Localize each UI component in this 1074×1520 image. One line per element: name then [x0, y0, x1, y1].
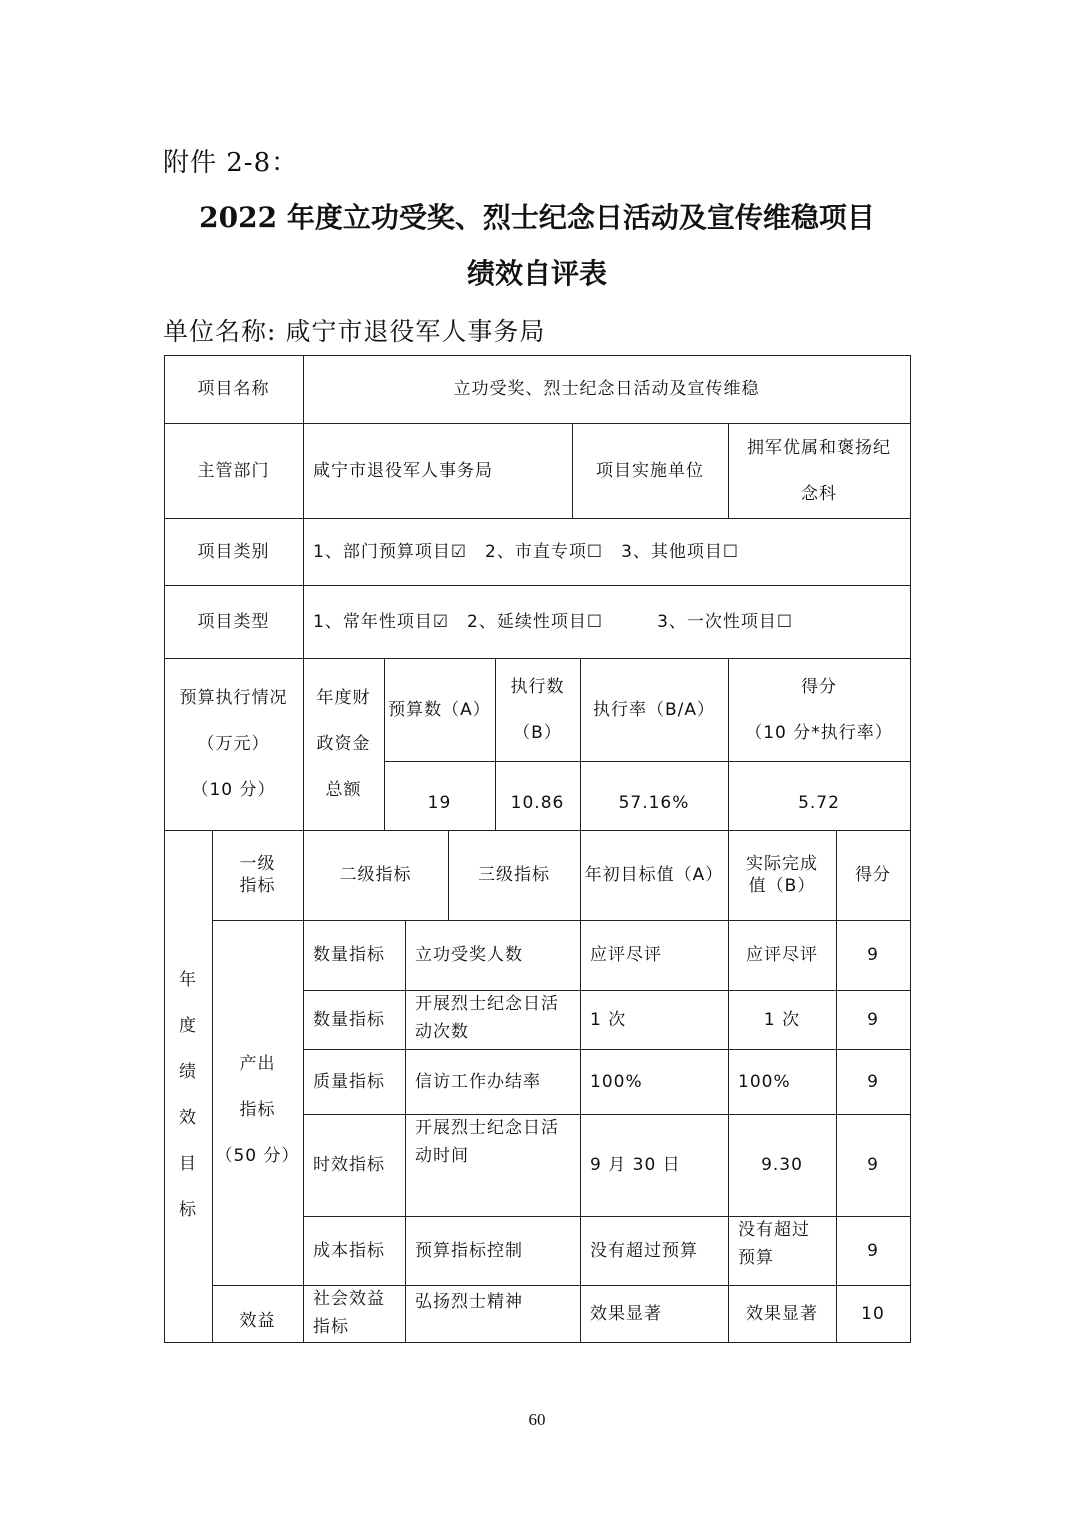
dept-label: 主管部门 — [197, 460, 270, 481]
fund-line1: 年度财 — [316, 688, 371, 708]
type-label: 项目类型 — [197, 611, 270, 632]
budget-a-header: 预算数（A） — [388, 699, 491, 720]
execution-b-line1: 执行数 — [510, 676, 565, 697]
table-row-level2: 成本指标 — [313, 1240, 385, 1261]
execution-b-value: 10.86 — [510, 792, 565, 813]
execution-rate-value: 57.16% — [618, 792, 690, 813]
table-row-score: 9 — [867, 1009, 879, 1030]
level1-header-line1: 一级 — [239, 854, 276, 874]
table-row-actual — [728, 1216, 836, 1285]
table-row-level3: 预算指标控制 — [415, 1240, 523, 1261]
level1-header — [212, 830, 303, 920]
budget-score-line2: （10 分*执行率） — [745, 722, 893, 743]
budget-execution-label — [164, 658, 303, 830]
category-label: 项目类别 — [197, 541, 270, 562]
fund-line2: 政资金 — [316, 734, 371, 754]
table-row-actual: 9.30 — [761, 1155, 803, 1175]
level3-line1: 开展烈士纪念日活 — [415, 1118, 559, 1138]
impl-unit-value — [728, 423, 910, 518]
output-line3: （50 分） — [215, 1146, 300, 1166]
table-row-target: 效果显著 — [590, 1303, 662, 1324]
level3-line2: 动时间 — [415, 1146, 469, 1166]
table-row-level3: 立功受奖人数 — [415, 945, 523, 965]
target-header: 年初目标值（A） — [584, 865, 724, 885]
budget-label-line2: （万元） — [197, 734, 270, 754]
side-char: 年 — [179, 970, 197, 990]
actual-header-line2: 值（B） — [748, 876, 816, 896]
budget-score-value: 5.72 — [798, 792, 840, 813]
table-row-score: 9 — [867, 1071, 879, 1092]
table-row-level3: 信访工作办结率 — [415, 1071, 541, 1092]
annual-performance-label — [164, 950, 212, 1240]
budget-label-line3: （10 分） — [191, 780, 276, 800]
category-options: 1、部门预算项目☑ 2、市直专项☐ 3、其他项目☐ — [313, 541, 740, 562]
page-number: 60 — [528, 1410, 546, 1429]
table-row-score: 10 — [861, 1303, 885, 1324]
level3-header: 三级指标 — [478, 865, 550, 885]
execution-rate-header: 执行率（B/A） — [592, 699, 716, 720]
actual-line1: 没有超过 — [738, 1220, 810, 1240]
execution-b-header — [495, 658, 580, 761]
actual-line2: 预算 — [738, 1248, 774, 1268]
actual-header-line1: 实际完成 — [746, 854, 818, 874]
table-row-actual: 应评尽评 — [746, 945, 818, 965]
table-row-level2: 数量指标 — [313, 1009, 385, 1030]
output-line1: 产出 — [239, 1054, 276, 1074]
table-row-level3: 弘扬烈士精神 — [415, 1292, 523, 1312]
execution-b-line2: （B） — [513, 722, 562, 743]
table-row-level2: 数量指标 — [313, 945, 385, 965]
budget-score-header — [728, 658, 910, 761]
document-title: 2022 年度立功受奖、烈士纪念日活动及宣传维稳项目 — [199, 201, 875, 234]
annual-fund-label — [303, 658, 384, 830]
attachment-label: 附件 2-8： — [163, 148, 299, 178]
table-row-level3 — [405, 1114, 580, 1216]
side-char: 目 — [179, 1154, 197, 1174]
actual-header — [728, 830, 836, 920]
level2-header: 二级指标 — [339, 865, 412, 885]
impl-unit-line2: 念科 — [801, 483, 837, 504]
side-char: 标 — [179, 1200, 197, 1220]
table-row-target: 9 月 30 日 — [590, 1155, 681, 1175]
side-char: 效 — [179, 1108, 197, 1128]
document-subtitle: 绩效自评表 — [466, 257, 607, 290]
side-char: 度 — [179, 1016, 197, 1036]
unit-name: 咸宁市退役军人事务局 — [285, 317, 546, 346]
table-row-target: 没有超过预算 — [590, 1240, 698, 1261]
level3-line2: 动次数 — [415, 1022, 469, 1042]
type-options: 1、常年性项目☑ 2、延续性项目☐ 3、一次性项目☐ — [313, 611, 794, 632]
table-row-level2: 时效指标 — [313, 1155, 385, 1175]
table-row-actual: 1 次 — [763, 1009, 801, 1030]
table-row-score: 9 — [867, 1240, 879, 1261]
table-row-score: 9 — [867, 1155, 879, 1175]
output-line2: 指标 — [239, 1100, 276, 1120]
project-name-value: 立功受奖、烈士纪念日活动及宣传维稳 — [453, 379, 760, 399]
table-row-actual: 100% — [738, 1071, 791, 1092]
budget-label-line1: 预算执行情况 — [179, 688, 288, 708]
table-row-level3 — [405, 990, 580, 1049]
level2-line2: 指标 — [313, 1317, 349, 1337]
impl-unit-label: 项目实施单位 — [596, 460, 704, 481]
unit-label: 单位名称: — [163, 317, 277, 346]
table-row-target: 应评尽评 — [590, 945, 662, 965]
fund-line3: 总额 — [325, 780, 362, 800]
project-name-label: 项目名称 — [197, 379, 270, 399]
benefit-label: 效益 — [239, 1310, 276, 1331]
side-char: 绩 — [179, 1062, 197, 1082]
table-row-level2 — [303, 1285, 405, 1342]
table-row-target: 100% — [590, 1071, 643, 1092]
output-indicator-label — [212, 1040, 303, 1180]
level1-header-line2: 指标 — [239, 876, 276, 896]
level2-line1: 社会效益 — [313, 1289, 385, 1309]
table-row-target: 1 次 — [590, 1009, 627, 1030]
score-header: 得分 — [855, 865, 891, 885]
table-row-level2: 质量指标 — [313, 1071, 385, 1092]
budget-score-line1: 得分 — [801, 676, 837, 697]
level3-line1: 开展烈士纪念日活 — [415, 994, 559, 1014]
impl-unit-line1: 拥军优属和褒扬纪 — [747, 437, 891, 458]
budget-a-value: 19 — [427, 792, 452, 813]
table-row-actual: 效果显著 — [746, 1303, 818, 1324]
unit-line — [163, 312, 545, 348]
dept-value: 咸宁市退役军人事务局 — [313, 460, 493, 481]
table-row-score: 9 — [867, 945, 879, 965]
